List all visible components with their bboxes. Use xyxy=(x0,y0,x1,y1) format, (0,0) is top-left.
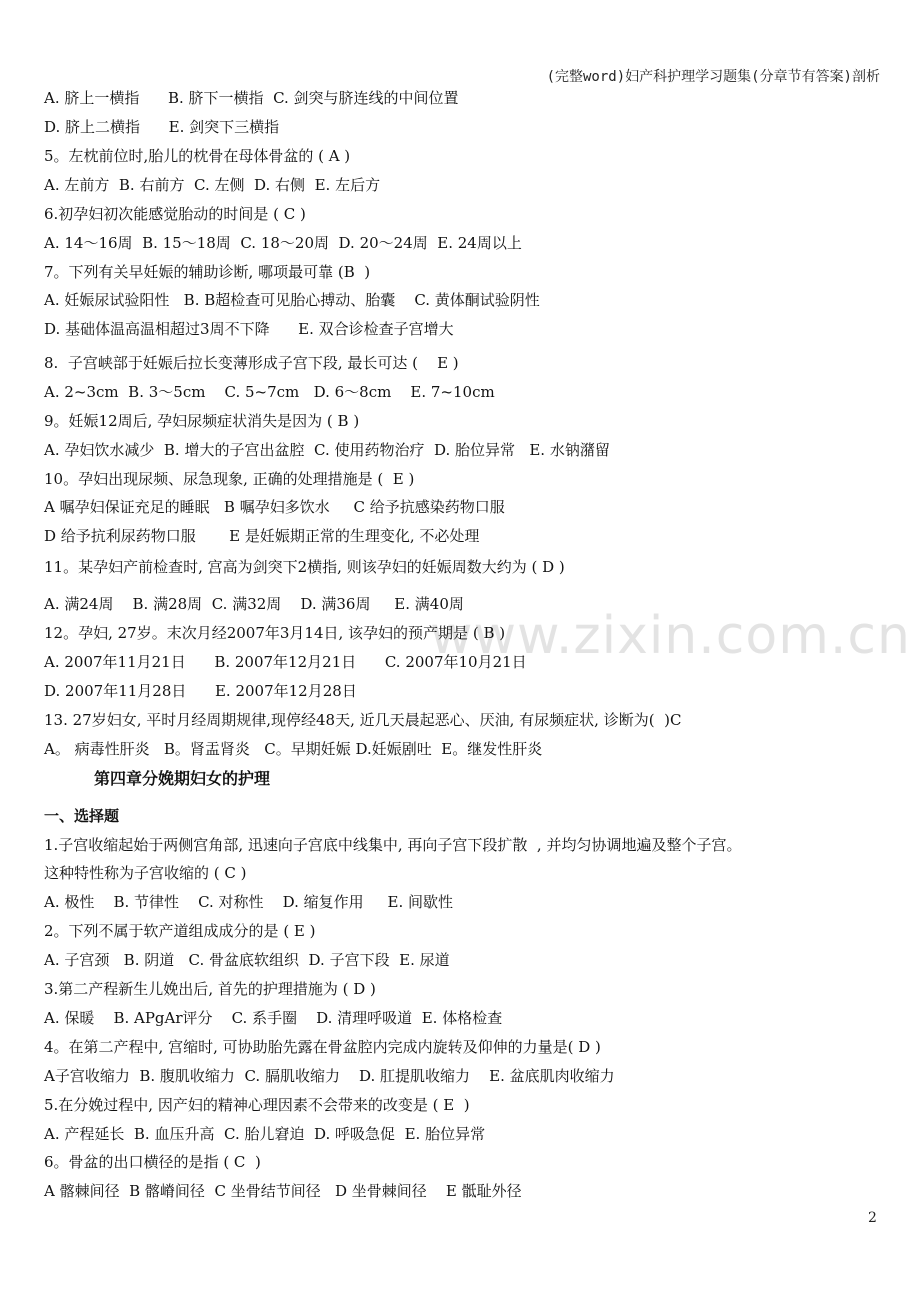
text-line: 4。在第二产程中, 宫缩时, 可协助胎先露在骨盆腔内完成内旋转及仰伸的力量是( D ) xyxy=(44,1038,601,1056)
text-line: A. 极性 B. 节律性 C. 对称性 D. 缩复作用 E. 间歇性 xyxy=(44,893,453,911)
document-header: (完整word)妇产科护理学习题集(分章节有答案)剖析 xyxy=(546,69,880,85)
text-line: A 嘱孕妇保证充足的睡眠 B 嘱孕妇多饮水 C 给予抗感染药物口服 xyxy=(44,498,505,516)
text-line: 12。孕妇, 27岁。末次月经2007年3月14日, 该孕妇的预产期是 ( B ) xyxy=(44,624,506,642)
text-line: A. 满24周 B. 满28周 C. 满32周 D. 满36周 E. 满40周 xyxy=(44,595,464,613)
text-line: A 髂棘间径 B 髂嵴间径 C 坐骨结节间径 D 坐骨棘间径 E 骶耻外径 xyxy=(44,1182,522,1200)
text-line: A。 病毒性肝炎 B。肾盂肾炎 C。早期妊娠 D.妊娠剧吐 E。继发性肝炎 xyxy=(44,740,543,758)
text-line: A. 14～16周 B. 15～18周 C. 18～20周 D. 20～24周 E. 24周以上 xyxy=(44,234,522,252)
text-line: 这种特性称为子宫收缩的 ( C ) xyxy=(44,864,247,882)
chapter-title: 第四章分娩期妇女的护理 xyxy=(94,769,271,788)
text-line: A. 妊娠尿试验阳性 B. B超检查可见胎心搏动、胎囊 C. 黄体酮试验阴性 xyxy=(44,291,540,309)
text-line: 7。下列有关早妊娠的辅助诊断, 哪项最可靠 (B ) xyxy=(44,263,371,281)
text-line: 5。左枕前位时,胎儿的枕骨在母体骨盆的 ( A ) xyxy=(44,147,351,165)
text-line: 6.初孕妇初次能感觉胎动的时间是 ( C ) xyxy=(44,205,306,223)
text-line: 10。孕妇出现尿频、尿急现象, 正确的处理措施是 ( E ) xyxy=(44,470,415,488)
text-line: 6。骨盆的出口横径的是指 ( C ) xyxy=(44,1153,261,1171)
section-heading: 一、选择题 xyxy=(44,807,120,825)
text-line: 13. 27岁妇女, 平时月经周期规律,现停经48天, 近几天晨起恶心、厌油, 有尿频症状, 诊断为( )C xyxy=(44,711,682,729)
text-line: D 给予抗利尿药物口服 E 是妊娠期正常的生理变化, 不必处理 xyxy=(44,527,480,545)
text-line: A. 子宫颈 B. 阴道 C. 骨盆底软组织 D. 子宫下段 E. 尿道 xyxy=(44,951,450,969)
text-line: A. 孕妇饮水减少 B. 增大的子宫出盆腔 C. 使用药物治疗 D. 胎位异常 E. 水钠潴留 xyxy=(44,441,610,459)
text-line: 9。妊娠12周后, 孕妇尿频症状消失是因为 ( B ) xyxy=(44,412,360,430)
watermark: www.zixin.com.cn xyxy=(430,606,911,666)
text-line: D. 基础体温高温相超过3周不下降 E. 双合诊检查子宫增大 xyxy=(44,320,454,338)
text-line: A. 2~3cm B. 3～5cm C. 5~7cm D. 6～8cm E. 7~10cm xyxy=(44,383,495,401)
text-line: A. 脐上一横指 B. 脐下一横指 C. 剑突与脐连线的中间位置 xyxy=(44,89,459,107)
text-line: A. 保暖 B. APgAr评分 C. 系手圈 D. 清理呼吸道 E. 体格检查 xyxy=(44,1009,503,1027)
page-number: 2 xyxy=(868,1210,877,1226)
text-line: D. 脐上二横指 E. 剑突下三横指 xyxy=(44,118,280,136)
text-line: D. 2007年11月28日 E. 2007年12月28日 xyxy=(44,682,357,700)
text-line: 5.在分娩过程中, 因产妇的精神心理因素不会带来的改变是 ( E ) xyxy=(44,1096,470,1114)
text-line: 8. 子宫峡部于妊娠后拉长变薄形成子宫下段, 最长可达 ( E ) xyxy=(44,354,459,372)
text-line: 11。某孕妇产前检查时, 宫高为剑突下2横指, 则该孕妇的妊娠周数大约为 ( D ) xyxy=(44,558,565,576)
text-line: A. 左前方 B. 右前方 C. 左侧 D. 右侧 E. 左后方 xyxy=(44,176,381,194)
text-line: A. 2007年11月21日 B. 2007年12月21日 C. 2007年10月21日 xyxy=(44,653,527,671)
text-line: 2。下列不属于软产道组成成分的是 ( E ) xyxy=(44,922,316,940)
text-line: A子宫收缩力 B. 腹肌收缩力 C. 膈肌收缩力 D. 肛提肌收缩力 E. 盆底肌肉收缩力 xyxy=(44,1067,615,1085)
text-line: 1.子宫收缩起始于两侧宫角部, 迅速向子宫底中线集中, 再向子宫下段扩散 , 并均匀协调地遍及整个子宫。 xyxy=(44,836,742,854)
text-line: A. 产程延长 B. 血压升高 C. 胎儿窘迫 D. 呼吸急促 E. 胎位异常 xyxy=(44,1125,486,1143)
text-line: 3.第二产程新生儿娩出后, 首先的护理措施为 ( D ) xyxy=(44,980,376,998)
